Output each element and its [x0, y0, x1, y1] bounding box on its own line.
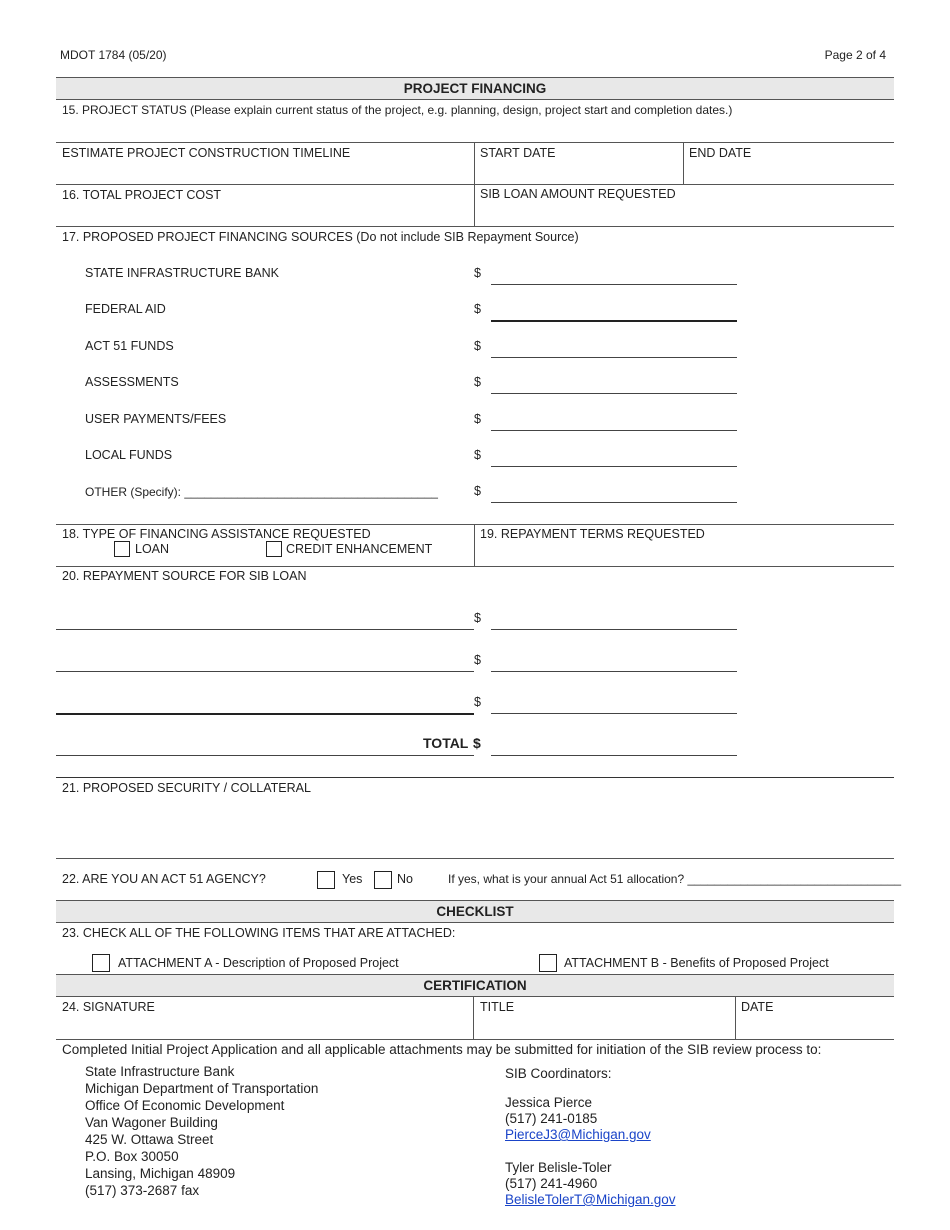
repayment-source-3-field[interactable]	[56, 713, 474, 715]
currency-sign: $	[474, 653, 481, 667]
source-label-local-funds: LOCAL FUNDS	[85, 448, 173, 462]
source-label-act51: ACT 51 FUNDS	[85, 339, 174, 353]
signature-label: 24. SIGNATURE	[62, 1000, 155, 1014]
loan-checkbox[interactable]	[114, 541, 130, 557]
form-number: MDOT 1784 (05/20)	[60, 48, 167, 62]
loan-option-label: LOAN	[135, 542, 170, 556]
section-checklist: CHECKLIST	[56, 900, 894, 923]
page-number: Page 2 of 4	[824, 48, 886, 62]
act51-allocation-label: If yes, what is your annual Act 51 allocation? ________________________________	[448, 872, 902, 886]
security-collateral-label: 21. PROPOSED SECURITY / COLLATERAL	[62, 781, 311, 795]
attachment-b-checkbox[interactable]	[539, 954, 557, 972]
repayment-terms-field[interactable]	[476, 544, 892, 566]
source-label-user-fees: USER PAYMENTS/FEES	[85, 412, 227, 426]
coordinator-name: Tyler Belisle-Toler	[505, 1160, 612, 1175]
sib-loan-amount-label: SIB LOAN AMOUNT REQUESTED	[480, 187, 676, 201]
amount-assessments-field[interactable]	[491, 393, 737, 394]
repayment-source-label: 20. REPAYMENT SOURCE FOR SIB LOAN	[62, 569, 307, 583]
total-label: TOTAL	[423, 735, 469, 751]
coordinator-email-link[interactable]: PierceJ3@Michigan.gov	[505, 1127, 651, 1142]
coordinator-email-link[interactable]: BelisleTolerT@Michigan.gov	[505, 1192, 676, 1207]
financing-type-label: 18. TYPE OF FINANCING ASSISTANCE REQUESTED	[62, 527, 371, 541]
coordinator-phone: (517) 241-4960	[505, 1176, 598, 1191]
attachments-label: 23. CHECK ALL OF THE FOLLOWING ITEMS THAT ARE ATTACHED:	[62, 926, 456, 940]
section-certification: CERTIFICATION	[56, 974, 894, 997]
end-date-label: END DATE	[689, 146, 752, 160]
signature-field[interactable]	[56, 1016, 472, 1038]
address-line: Office Of Economic Development	[85, 1098, 285, 1113]
financing-sources-label: 17. PROPOSED PROJECT FINANCING SOURCES (Do not include SIB Repayment Source)	[62, 230, 579, 244]
address-line: P.O. Box 30050	[85, 1149, 179, 1164]
repayment-source-1-field[interactable]	[56, 629, 474, 630]
total-row-line	[56, 755, 474, 756]
submission-instruction: Completed Initial Project Application and all applicable attachments may be submitted for initiation of the SIB review process to:	[62, 1042, 822, 1057]
source-label-assessments: ASSESSMENTS	[85, 375, 179, 389]
amount-act51-field[interactable]	[491, 357, 737, 358]
address-line: Lansing, Michigan 48909	[85, 1166, 236, 1181]
address-line: (517) 373-2687 fax	[85, 1183, 200, 1198]
amount-local-funds-field[interactable]	[491, 466, 737, 467]
currency-sign: $	[474, 412, 481, 426]
total-amount-field[interactable]	[491, 755, 737, 756]
security-collateral-field[interactable]	[56, 798, 894, 858]
title-field[interactable]	[476, 1016, 734, 1038]
end-date-field[interactable]	[685, 162, 893, 184]
project-status-label: 15. PROJECT STATUS (Please explain current status of the project, e.g. planning, design, project start and completion dates.)	[62, 103, 733, 117]
coordinator-phone: (517) 241-0185	[505, 1111, 598, 1126]
coordinators-title: SIB Coordinators:	[505, 1066, 612, 1081]
start-date-label: START DATE	[480, 146, 556, 160]
timeline-label: ESTIMATE PROJECT CONSTRUCTION TIMELINE	[62, 146, 351, 160]
credit-enhancement-option-label: CREDIT ENHANCEMENT	[286, 542, 433, 556]
section-project-financing: PROJECT FINANCING	[56, 77, 894, 100]
source-label-federal-aid: FEDERAL AID	[85, 302, 166, 316]
sib-loan-amount-field[interactable]	[476, 204, 892, 226]
currency-sign: $	[474, 375, 481, 389]
address-line: 425 W. Ottawa Street	[85, 1132, 214, 1147]
project-status-field[interactable]	[56, 120, 894, 142]
act51-allocation-field[interactable]	[700, 870, 892, 886]
coordinator-name: Jessica Pierce	[505, 1095, 593, 1110]
currency-sign: $	[474, 302, 481, 316]
currency-sign: $	[474, 695, 481, 709]
currency-sign: $	[474, 448, 481, 462]
act51-agency-label: 22. ARE YOU AN ACT 51 AGENCY?	[62, 872, 266, 886]
amount-federal-aid-field[interactable]	[491, 320, 737, 322]
act51-no-checkbox[interactable]	[374, 871, 392, 889]
act51-yes-label: Yes	[342, 872, 363, 886]
source-label-sib: STATE INFRASTRUCTURE BANK	[85, 266, 279, 280]
currency-sign: $	[473, 735, 481, 751]
address-line: State Infrastructure Bank	[85, 1064, 235, 1079]
start-date-field[interactable]	[476, 162, 682, 184]
currency-sign: $	[474, 339, 481, 353]
date-label: DATE	[741, 1000, 774, 1014]
attachment-a-label: ATTACHMENT A - Description of Proposed Project	[118, 956, 399, 970]
amount-other-field[interactable]	[491, 502, 737, 503]
total-project-cost-field[interactable]	[56, 204, 472, 226]
attachment-b-label: ATTACHMENT B - Benefits of Proposed Project	[564, 956, 829, 970]
repayment-source-2-field[interactable]	[56, 671, 474, 672]
amount-user-fees-field[interactable]	[491, 430, 737, 431]
currency-sign: $	[474, 611, 481, 625]
repayment-amount-2-field[interactable]	[491, 671, 737, 672]
repayment-terms-label: 19. REPAYMENT TERMS REQUESTED	[480, 527, 705, 541]
attachment-a-checkbox[interactable]	[92, 954, 110, 972]
currency-sign: $	[474, 484, 481, 498]
address-line: Van Wagoner Building	[85, 1115, 218, 1130]
amount-sib-field[interactable]	[491, 284, 737, 285]
address-line: Michigan Department of Transportation	[85, 1081, 319, 1096]
total-project-cost-label: 16. TOTAL PROJECT COST	[62, 188, 222, 202]
source-label-other: OTHER (Specify): ______________________________________	[85, 485, 438, 499]
currency-sign: $	[474, 266, 481, 280]
act51-no-label: No	[397, 872, 413, 886]
date-field[interactable]	[738, 1016, 893, 1038]
title-label: TITLE	[480, 1000, 515, 1014]
credit-enhancement-checkbox[interactable]	[266, 541, 282, 557]
repayment-amount-1-field[interactable]	[491, 629, 737, 630]
repayment-amount-3-field[interactable]	[491, 713, 737, 714]
act51-yes-checkbox[interactable]	[317, 871, 335, 889]
